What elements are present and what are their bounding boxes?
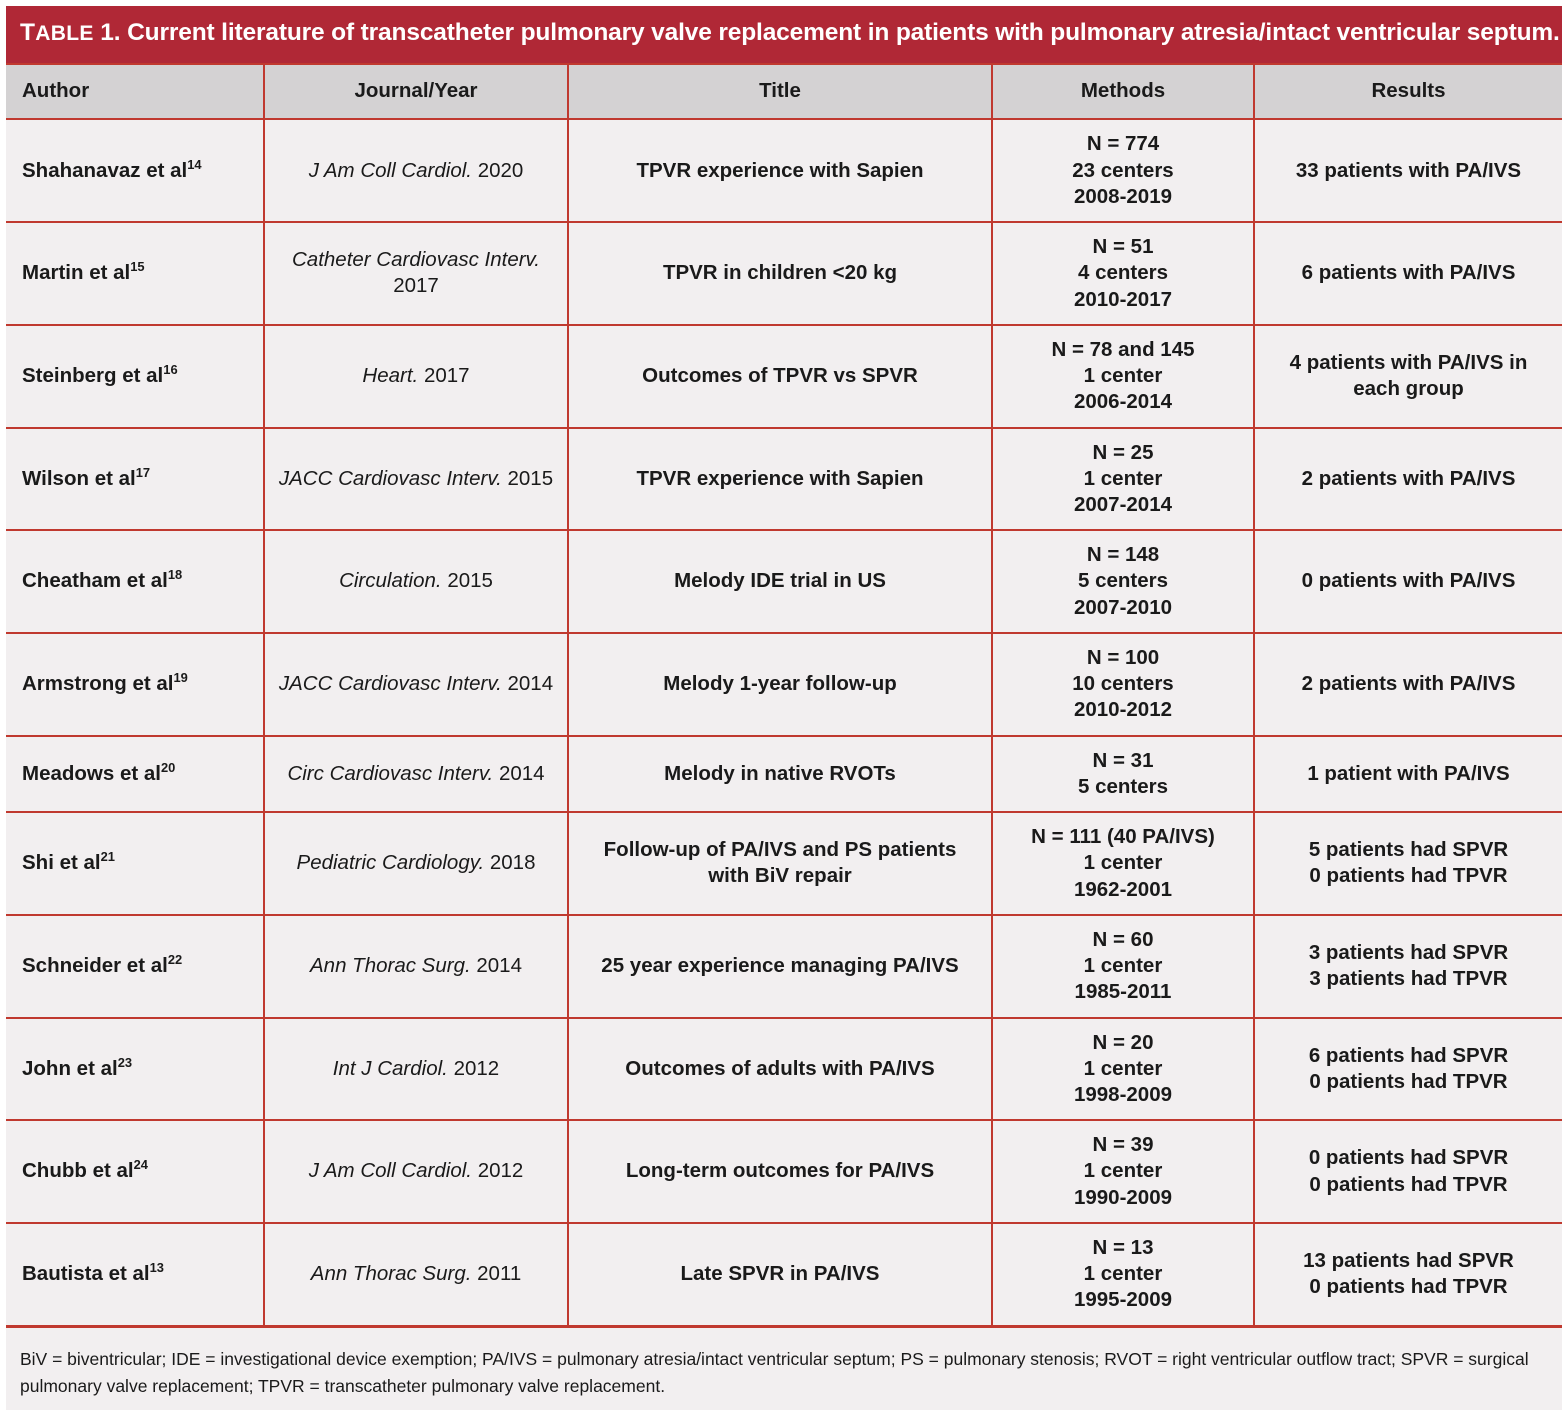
methods-line: 1 center <box>1083 1159 1163 1183</box>
journal-year: 2018 <box>489 851 536 875</box>
table-label-rest: ABLE <box>35 22 94 45</box>
methods-line: N = 148 <box>1086 543 1160 567</box>
methods-line: N = 25 <box>1092 440 1154 464</box>
methods-line: 1995-2009 <box>1073 1288 1173 1312</box>
cell-journal-year <box>264 1223 568 1326</box>
cell-methods <box>992 633 1254 736</box>
cell-title: Melody IDE trial in US <box>568 530 992 633</box>
cell-author <box>6 812 264 915</box>
methods-line: 1 center <box>1083 1056 1163 1080</box>
table-row <box>6 119 1562 222</box>
results-line: 0 patients had TPVR <box>1309 1275 1508 1299</box>
cell-journal-year <box>264 915 568 1018</box>
cell-methods <box>992 1120 1254 1223</box>
cell-results <box>1254 222 1562 325</box>
cell-author <box>6 428 264 531</box>
results-line: 0 patients had TPVR <box>1309 864 1508 888</box>
cell-results <box>1254 119 1562 222</box>
cell-results <box>1254 530 1562 633</box>
methods-line: 1 center <box>1083 364 1163 388</box>
journal-name: Catheter Cardiovasc Interv. <box>291 248 540 272</box>
methods-line: 5 centers <box>1077 774 1169 798</box>
table-caption-text: Current literature of transcatheter pulmonary valve replacement in patients with pulmonary atresia/intact ventricular septum. <box>120 19 1560 46</box>
cell-methods <box>992 1018 1254 1121</box>
cell-results <box>1254 1223 1562 1326</box>
journal-name: Ann Thorac Surg. <box>310 954 471 978</box>
author-reference: 13 <box>149 1260 164 1276</box>
methods-line: N = 20 <box>1092 1030 1154 1054</box>
results-line: 2 patients with PA/IVS <box>1301 466 1516 490</box>
methods-line: 1 center <box>1083 851 1163 875</box>
author-reference: 16 <box>163 362 178 378</box>
cell-journal-year <box>264 119 568 222</box>
table-label-cap: T <box>20 19 36 46</box>
author-reference: 17 <box>135 464 151 480</box>
results-line: 13 patients had SPVR <box>1303 1249 1514 1273</box>
cell-title: TPVR experience with Sapien <box>568 119 992 222</box>
journal-year: 2017 <box>393 274 439 298</box>
column-header-title: Title <box>568 64 992 119</box>
cell-results <box>1254 736 1562 812</box>
table-row <box>6 325 1562 428</box>
cell-journal-year <box>264 633 568 736</box>
journal-name: Pediatric Cardiology. <box>296 851 485 875</box>
cell-author <box>6 1018 264 1121</box>
methods-line: 10 centers <box>1072 672 1174 696</box>
table-caption-banner <box>6 6 1562 63</box>
literature-table <box>6 63 1562 1327</box>
journal-year: 2014 <box>507 672 554 696</box>
methods-line: N = 111 (40 PA/IVS) <box>1031 825 1215 849</box>
journal-year: 2015 <box>507 466 554 490</box>
methods-line: 1 center <box>1083 466 1163 490</box>
author-name: Martin et al <box>22 261 131 285</box>
column-header-methods: Methods <box>992 64 1254 119</box>
results-line: 2 patients with PA/IVS <box>1301 672 1516 696</box>
author-reference: 15 <box>130 259 145 275</box>
journal-name: JACC Cardiovasc Interv. <box>278 672 502 696</box>
column-header-journal: Journal/Year <box>264 64 568 119</box>
cell-journal-year <box>264 222 568 325</box>
methods-line: 5 centers <box>1077 569 1169 593</box>
table-row <box>6 633 1562 736</box>
cell-journal-year <box>264 325 568 428</box>
journal-year: 2020 <box>477 158 524 182</box>
table-row <box>6 1120 1562 1223</box>
methods-line: 4 centers <box>1077 261 1169 285</box>
methods-line: N = 774 <box>1086 132 1160 156</box>
cell-methods <box>992 222 1254 325</box>
column-header-results: Results <box>1254 64 1562 119</box>
methods-line: N = 39 <box>1092 1133 1154 1157</box>
journal-year: 2012 <box>477 1159 524 1183</box>
journal-year: 2015 <box>447 569 493 593</box>
table-row <box>6 530 1562 633</box>
results-line: 4 patients with PA/IVS in each group <box>1289 350 1528 401</box>
results-line: 1 patient with PA/IVS <box>1307 761 1510 785</box>
journal-year: 2012 <box>453 1056 500 1080</box>
author-reference: 20 <box>161 759 176 775</box>
cell-author <box>6 915 264 1018</box>
cell-journal-year <box>264 736 568 812</box>
cell-author <box>6 633 264 736</box>
cell-journal-year <box>264 428 568 531</box>
author-name: John et al <box>22 1056 118 1080</box>
table-head <box>6 64 1562 119</box>
cell-title: 25 year experience managing PA/IVS <box>568 915 992 1018</box>
results-line: 5 patients had SPVR <box>1308 838 1509 862</box>
author-name: Shahanavaz et al <box>22 158 188 182</box>
journal-year: 2017 <box>423 364 470 388</box>
methods-line: 2010-2017 <box>1073 287 1173 311</box>
cell-methods <box>992 325 1254 428</box>
methods-line: 1990-2009 <box>1073 1185 1173 1209</box>
results-line: 3 patients had SPVR <box>1308 940 1509 964</box>
cell-author <box>6 119 264 222</box>
table-row <box>6 915 1562 1018</box>
methods-line: 1998-2009 <box>1073 1082 1173 1106</box>
cell-methods <box>992 530 1254 633</box>
methods-line: 2007-2010 <box>1073 595 1173 619</box>
cell-results <box>1254 633 1562 736</box>
methods-line: 2008-2019 <box>1073 184 1173 208</box>
table-row <box>6 1223 1562 1326</box>
cell-author <box>6 530 264 633</box>
methods-line: 2007-2014 <box>1073 492 1173 516</box>
methods-line: N = 78 and 145 <box>1051 337 1195 361</box>
cell-journal-year <box>264 1018 568 1121</box>
journal-name: JACC Cardiovasc Interv. <box>278 466 502 490</box>
table-label <box>20 19 94 46</box>
methods-line: 23 centers <box>1072 158 1174 182</box>
author-reference: 22 <box>167 952 183 968</box>
cell-author <box>6 325 264 428</box>
table-row <box>6 1018 1562 1121</box>
methods-line: 1 center <box>1083 954 1163 978</box>
results-line: 0 patients had SPVR <box>1308 1146 1509 1170</box>
journal-year: 2014 <box>476 954 522 978</box>
methods-line: 2010-2012 <box>1073 698 1173 722</box>
cell-methods <box>992 1223 1254 1326</box>
methods-line: 1985-2011 <box>1074 980 1172 1004</box>
methods-line: N = 31 <box>1092 748 1154 772</box>
cell-title: Melody in native RVOTs <box>568 736 992 812</box>
table-row <box>6 736 1562 812</box>
results-line: 0 patients had TPVR <box>1309 1172 1508 1196</box>
cell-journal-year <box>264 1120 568 1223</box>
author-reference: 14 <box>187 156 202 172</box>
table-header-row <box>6 64 1562 119</box>
author-reference: 21 <box>100 849 115 865</box>
table-body <box>6 119 1562 1326</box>
column-header-author: Author <box>6 64 264 119</box>
results-line: 0 patients with PA/IVS <box>1301 569 1516 593</box>
author-name: Steinberg et al <box>22 364 164 388</box>
cell-author <box>6 1120 264 1223</box>
cell-title: Late SPVR in PA/IVS <box>568 1223 992 1326</box>
cell-author <box>6 222 264 325</box>
cell-title: Outcomes of TPVR vs SPVR <box>568 325 992 428</box>
methods-line: 2006-2014 <box>1073 390 1173 414</box>
author-reference: 23 <box>117 1054 133 1070</box>
cell-results <box>1254 812 1562 915</box>
results-line: 6 patients had SPVR <box>1308 1043 1509 1067</box>
author-name: Meadows et al <box>22 761 161 785</box>
cell-results <box>1254 428 1562 531</box>
cell-title: Melody 1-year follow-up <box>568 633 992 736</box>
journal-name: Circ Cardiovasc Interv. <box>287 761 494 785</box>
table-row <box>6 428 1562 531</box>
cell-title: TPVR in children <20 kg <box>568 222 992 325</box>
journal-name: Ann Thorac Surg. <box>310 1262 472 1286</box>
journal-name: Circulation. <box>339 569 442 593</box>
cell-results <box>1254 1120 1562 1223</box>
cell-title: Long-term outcomes for PA/IVS <box>568 1120 992 1223</box>
cell-methods <box>992 428 1254 531</box>
methods-line: N = 60 <box>1092 927 1154 951</box>
author-name: Schneider et al <box>22 954 168 978</box>
author-reference: 24 <box>133 1157 148 1173</box>
cell-author <box>6 1223 264 1326</box>
cell-methods <box>992 915 1254 1018</box>
methods-line: N = 100 <box>1086 645 1160 669</box>
author-name: Bautista et al <box>22 1262 150 1286</box>
cell-results <box>1254 1018 1562 1121</box>
methods-line: N = 13 <box>1092 1235 1154 1259</box>
cell-title: TPVR experience with Sapien <box>568 428 992 531</box>
author-name: Cheatham et al <box>22 569 168 593</box>
author-reference: 18 <box>167 567 183 583</box>
results-line: 3 patients had TPVR <box>1309 967 1508 991</box>
journal-name: J Am Coll Cardiol. <box>308 158 472 182</box>
cell-journal-year <box>264 812 568 915</box>
results-line: 6 patients with PA/IVS <box>1301 261 1516 285</box>
author-name: Wilson et al <box>22 466 136 490</box>
cell-title: Follow-up of PA/IVS and PS patients with BiV repair <box>568 812 992 915</box>
journal-year: 2011 <box>477 1262 522 1286</box>
journal-name: Heart. <box>362 364 419 388</box>
cell-results <box>1254 325 1562 428</box>
table-row <box>6 222 1562 325</box>
cell-methods <box>992 812 1254 915</box>
author-reference: 19 <box>173 670 188 686</box>
cell-methods <box>992 736 1254 812</box>
table-footnote: BiV = biventricular; IDE = investigational device exemption; PA/IVS = pulmonary atresia/intact ventricular septum; PS = pulmonary stenosis; RVOT = right ventricular outflow tract; SPVR = surgical pulmonary valve replacement; TPVR = transcatheter pulmonary valve replacement. <box>6 1328 1562 1410</box>
cell-results <box>1254 915 1562 1018</box>
cell-methods <box>992 119 1254 222</box>
author-name: Armstrong et al <box>22 672 174 696</box>
table-number: 1. <box>93 19 121 46</box>
author-name: Chubb et al <box>22 1159 134 1183</box>
cell-author <box>6 736 264 812</box>
methods-line: 1962-2001 <box>1073 877 1173 901</box>
results-line: 0 patients had TPVR <box>1309 1069 1508 1093</box>
table-row <box>6 812 1562 915</box>
journal-name: Int J Cardiol. <box>332 1056 448 1080</box>
methods-line: N = 51 <box>1092 235 1154 259</box>
results-line: 33 patients with PA/IVS <box>1295 158 1522 182</box>
journal-year: 2014 <box>498 761 545 785</box>
cell-journal-year <box>264 530 568 633</box>
author-name: Shi et al <box>22 851 101 875</box>
methods-line: 1 center <box>1083 1262 1163 1286</box>
cell-title: Outcomes of adults with PA/IVS <box>568 1018 992 1121</box>
journal-name: J Am Coll Cardiol. <box>308 1159 472 1183</box>
